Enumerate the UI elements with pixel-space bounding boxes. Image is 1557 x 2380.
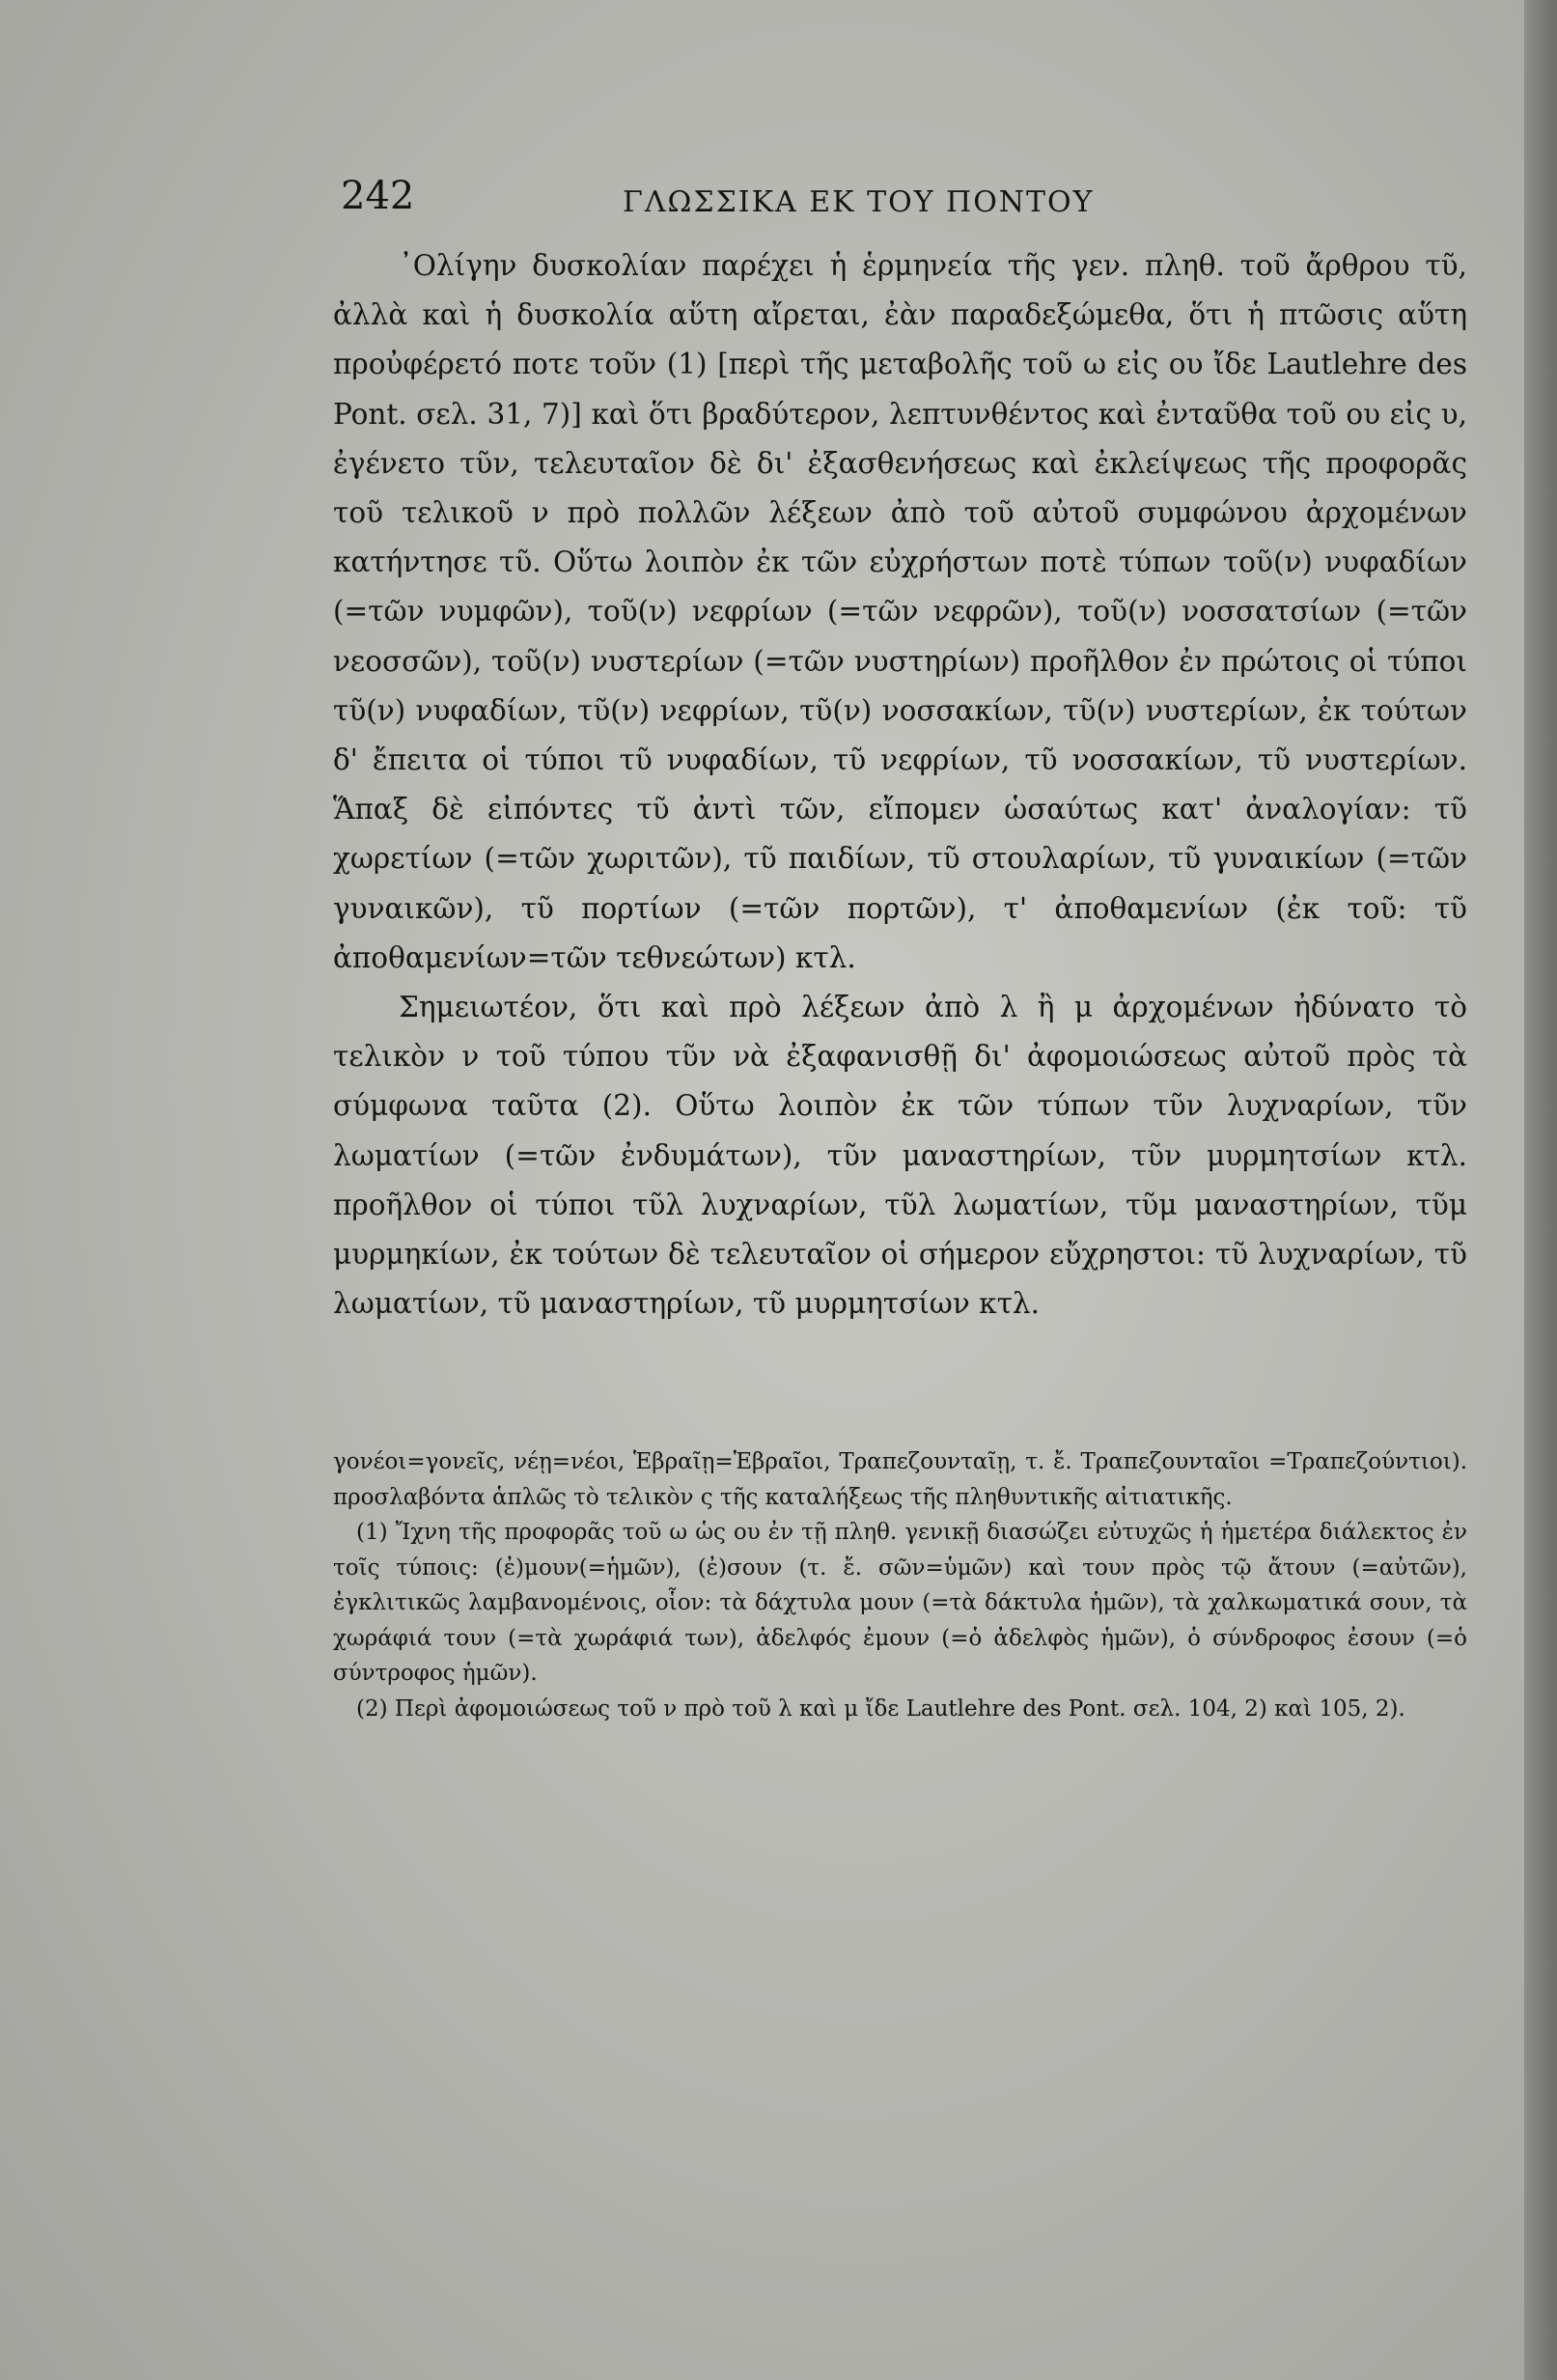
body-text xyxy=(333,241,1467,1329)
footnote-carryover: γονέοι=γονεῖς, νέῃ=νέοι, Ἑβραῖῃ=Ἑβραῖοι, Τραπεζουνταῖῃ, τ. ἔ. Τραπεζουνταῖοι =Τραπεζούντιοι). προσλαβόντα ἁπλῶς τὸ τελικὸν ς τῆς καταλήξεως τῆς πληθυντικῆς αἰτιατικῆς. xyxy=(333,1449,1467,1510)
page-header xyxy=(333,174,1467,241)
page-number: 242 xyxy=(341,174,415,218)
footnote-2: (2) Περὶ ἀφομοιώσεως τοῦ ν πρὸ τοῦ λ καὶ μ ἴδε Lautlehre des Pont. σελ. 104, 2) καὶ 105, 2). xyxy=(356,1695,1405,1722)
book-page xyxy=(333,174,1467,1726)
footnote-1: (1) Ἴχνη τῆς προφορᾶς τοῦ ω ὡς ου ἐν τῇ πληθ. γενικῇ διασώζει εὐτυχῶς ἡ ἡμετέρα διάλεκτος ἐν τοῖς τύποις: (ἐ)μουν(=ἡμῶν), (ἐ)σουν (τ. ἔ. σῶν=ὑμῶν) καὶ τουν πρὸς τῷ ἄτουν (=αὐτῶν), ἐγκλιτικῶς λαμβανομένοις, οἷον: τὰ δάχτυλα μουν (=τὰ δάκτυλα ἡμῶν), τὰ χαλκωματικά σουν, τὰ χωράφιά τουν (=τὰ χωράφιά των), ἀδελφός ἐμουν (=ὁ ἀδελφὸς ἡμῶν), ὁ σύνδροφος ἐσουν (=ὁ σύντροφος ἡμῶν). xyxy=(333,1520,1467,1687)
running-title: ΓΛΩΣΣΙΚΑ ΕΚ ΤΟΥ ΠΟΝΤΟΥ xyxy=(623,185,1095,219)
book-spine-shadow xyxy=(1524,0,1557,2380)
paragraph-2: Σημειωτέον, ὅτι καὶ πρὸ λέξεων ἀπὸ λ ἢ μ ἀρχομένων ἠδύνατο τὸ τελικὸν ν τοῦ τύπου τῦν νὰ ἐξαφανισθῇ δι' ἀφομοιώσεως αὐτοῦ πρὸς τὰ σύμφωνα ταῦτα (2). Οὕτω λοιπὸν ἐκ τῶν τύπων τῦν λυχναρίων, τῦν λωματίων (=τῶν ἐνδυμάτων), τῦν μαναστηρίων, τῦν μυρμητσίων κτλ. προῆλθον οἱ τύποι τῦλ λυχναρίων, τῦλ λωματίων, τῦμ μαναστηρίων, τῦμ μυρμηκίων, ἐκ τούτων δὲ τελευταῖον οἱ σήμερον εὔχρηστοι: τῦ λυχναρίων, τῦ λωματίων, τῦ μαναστηρίων, τῦ μυρμητσίων κτλ. xyxy=(333,991,1467,1321)
footnotes xyxy=(333,1444,1467,1726)
paragraph-1: ᾿Ολίγην δυσκολίαν παρέχει ἡ ἑρμηνεία τῆς γεν. πληθ. τοῦ ἄρθρου τῦ, ἀλλὰ καὶ ἡ δυσκολία αὕτη αἴρεται, ἐὰν παραδεξώμεθα, ὅτι ἡ πτῶσις αὕτη προὐφέρετό ποτε τοῦν (1) [περὶ τῆς μεταβολῆς τοῦ ω εἰς ου ἴδε Lautlehre des Pont. σελ. 31, 7)] καὶ ὅτι βραδύτερον, λεπτυνθέντος καὶ ἐνταῦθα τοῦ ου εἰς υ, ἐγένετο τῦν, τελευταῖον δὲ δι' ἐξασθενήσεως καὶ ἐκλείψεως τῆς προφορᾶς τοῦ τελικοῦ ν πρὸ πολλῶν λέξεων ἀπὸ τοῦ αὐτοῦ συμφώνου ἀρχομένων κατήντησε τῦ. Οὕτω λοιπὸν ἐκ τῶν εὐχρήστων ποτὲ τύπων τοῦ(ν) νυφαδίων (=τῶν νυμφῶν), τοῦ(ν) νεφρίων (=τῶν νεφρῶν), τοῦ(ν) νοσσατσίων (=τῶν νεοσσῶν), τοῦ(ν) νυστερίων (=τῶν νυστηρίων) προῆλθον ἐν πρώτοις οἱ τύποι τῦ(ν) νυφαδίων, τῦ(ν) νεφρίων, τῦ(ν) νοσσακίων, τῦ(ν) νυστερίων, ἐκ τούτων δ' ἔπειτα οἱ τύποι τῦ νυφαδίων, τῦ νεφρίων, τῦ νοσσακίων, τῦ νυστερίων. Ἅπαξ δὲ εἰπόντες τῦ ἀντὶ τῶν, εἴπομεν ὡσαύτως κατ' ἀναλογίαν: τῦ χωρετίων (=τῶν χωριτῶν), τῦ παιδίων, τῦ στουλαρίων, τῦ γυναικίων (=τῶν γυναικῶν), τῦ πορτίων (=τῶν πορτῶν), τ' ἀποθαμενίων (ἐκ τοῦ: τῦ ἀποθαμενίων=τῶν τεθνεώτων) κτλ. xyxy=(333,249,1467,974)
